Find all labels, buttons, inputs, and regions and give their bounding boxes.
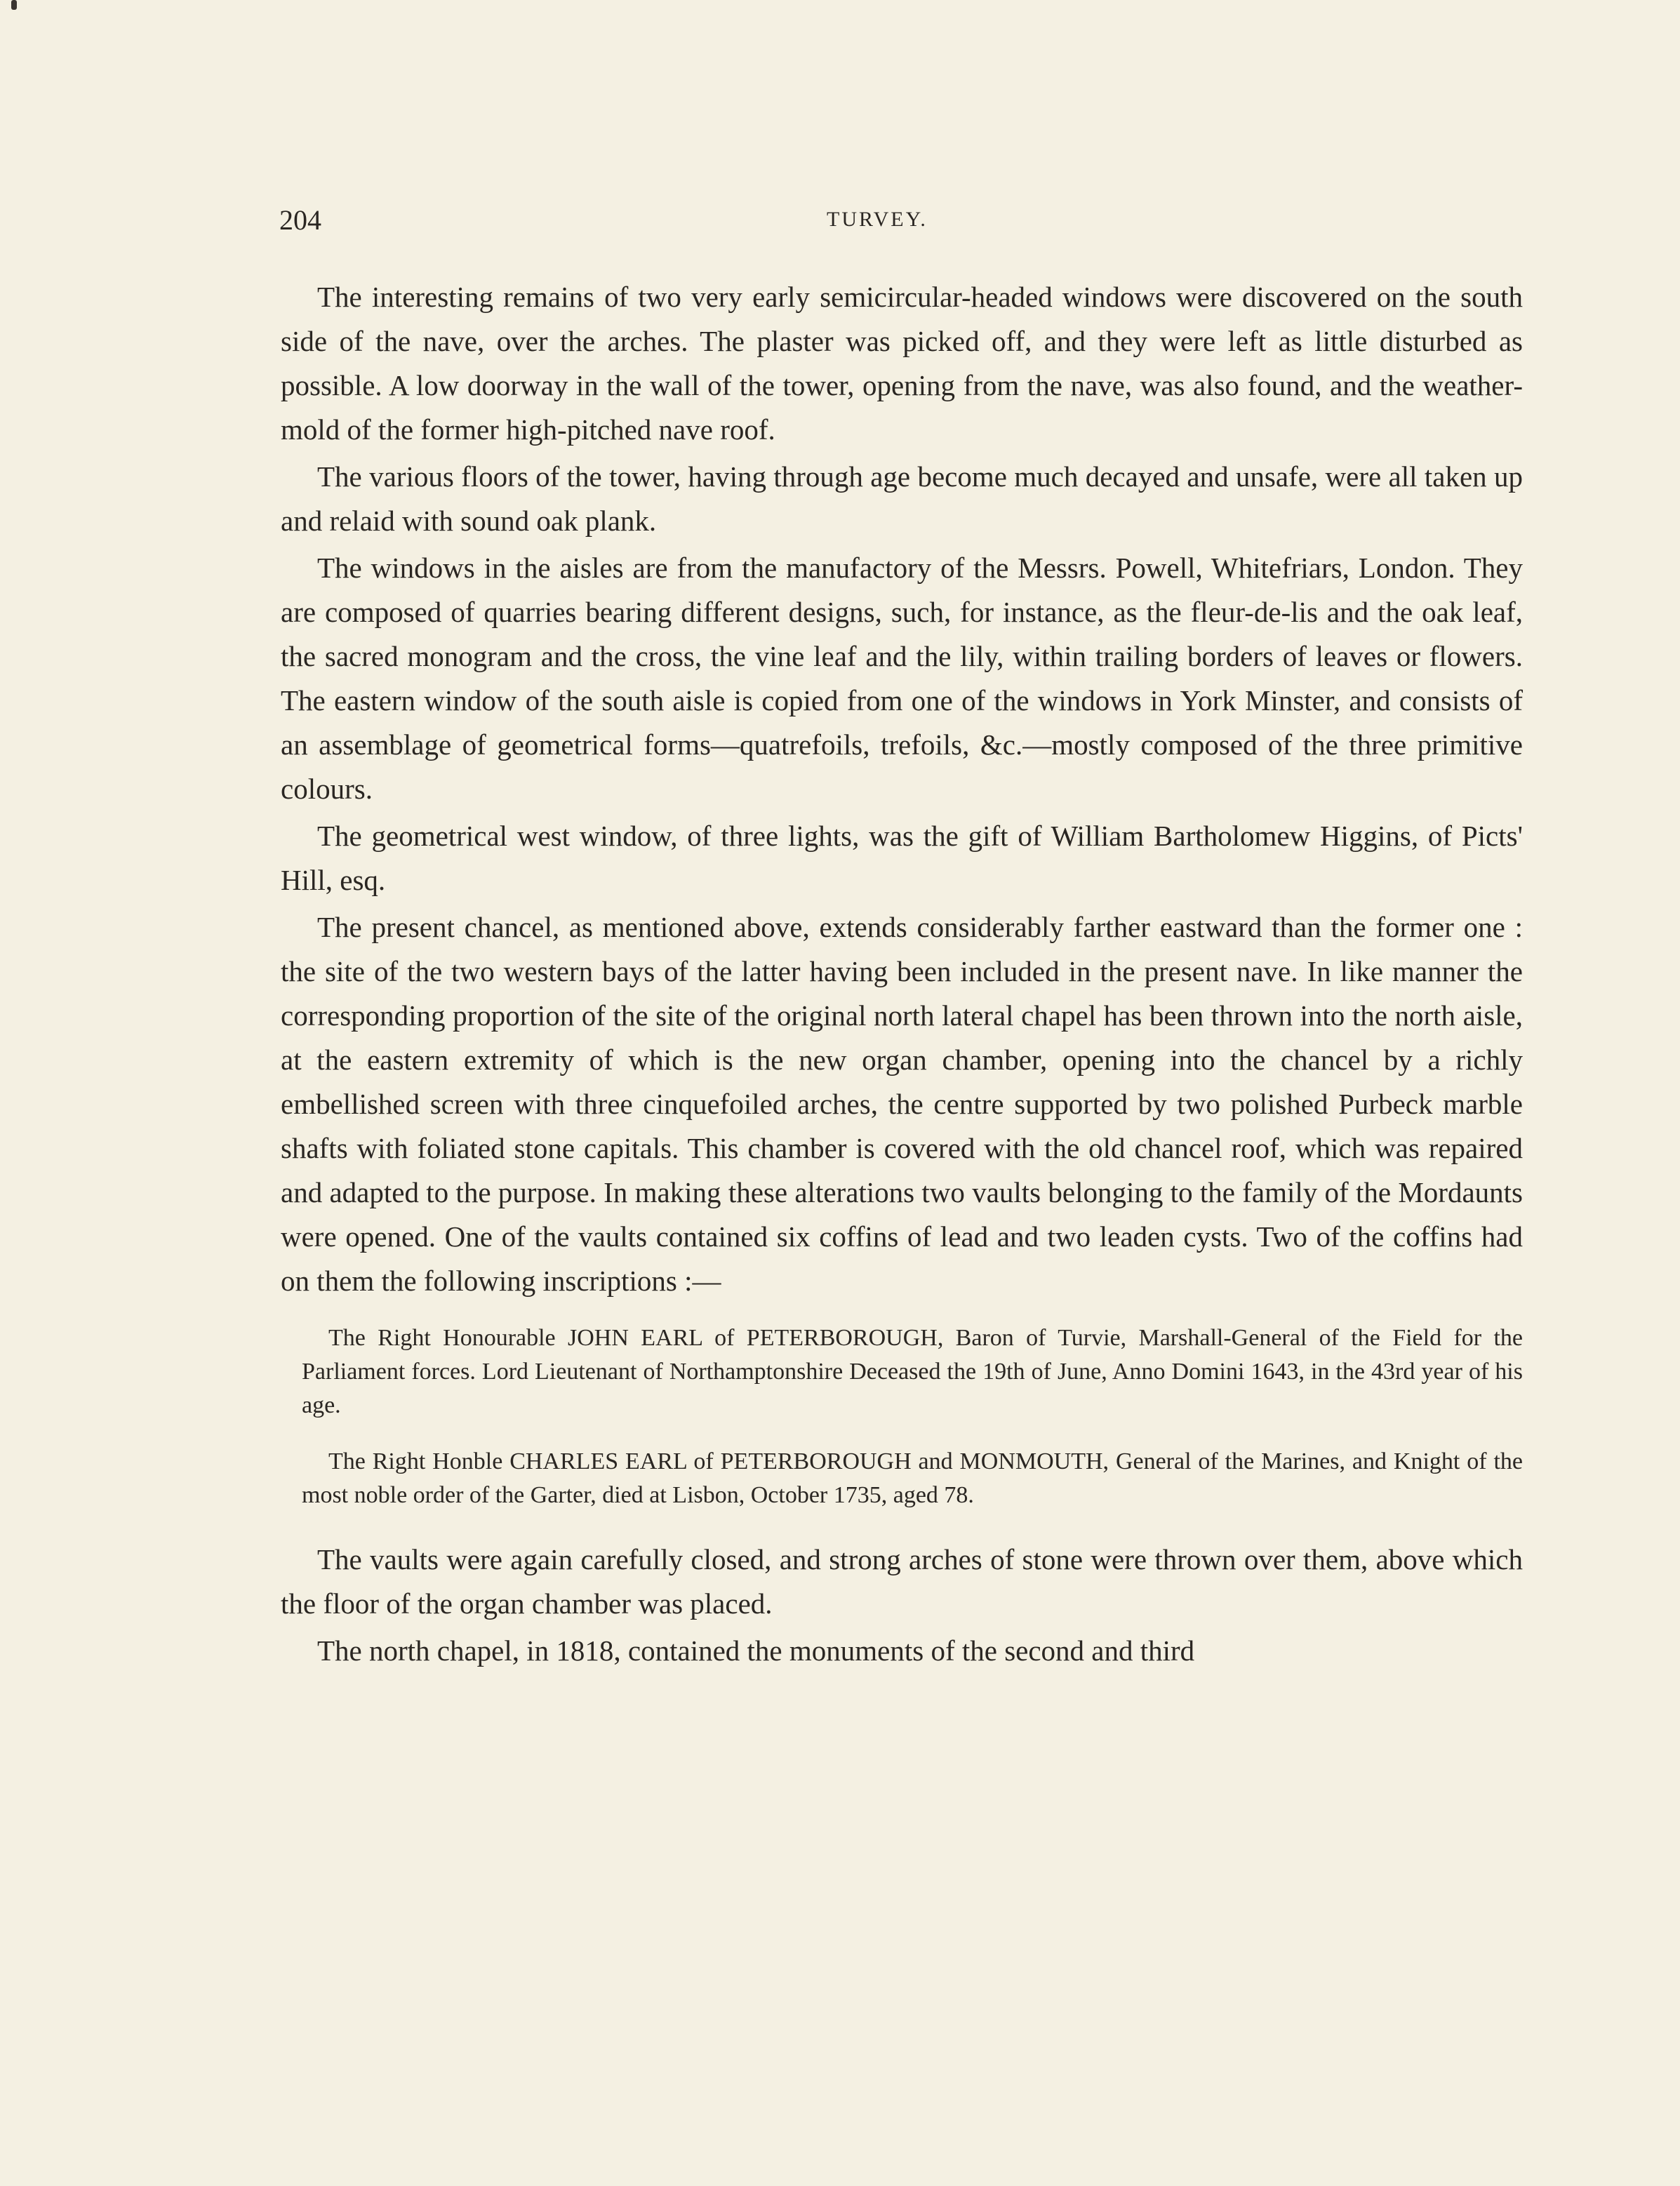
page-speck	[11, 0, 17, 10]
paragraph: The geometrical west window, of three lights, was the gift of William Bartholomew Higgins, of Picts' Hill, esq.	[281, 820, 1523, 896]
paragraph: The interesting remains of two very early semicircular-headed windows were discovered on the south side of the nave, over the arches. The plaster was picked off, and they were left as little disturbed as possible. A low doorway in the wall of the tower, opening from the nave, was also found, and the weather-mold of the former high-pitched nave roof.	[281, 281, 1523, 446]
paragraph: The windows in the aisles are from the manufactory of the Messrs. Powell, Whitefriars, London. They are composed of quarries bearing different designs, such, for instance, as the fleur-de-lis and the oak leaf, the sacred monogram and the cross, the vine leaf and the lily, within trailing borders of leaves or flowers. The eastern window of the south aisle is copied from one of the windows in York Minster, and consists of an assemblage of geometrical forms—quatrefoils, trefoils, &c.—mostly composed of the three primitive colours.	[281, 552, 1523, 805]
inscription: The Right Honble CHARLES EARL of PETERBOROUGH and MONMOUTH, General of the Marines, and Knight of the most noble order of the Garter, died at Lisbon, October 1735, aged 78.	[302, 1448, 1523, 1508]
body-text	[281, 275, 1523, 1676]
running-head	[279, 204, 1542, 239]
paragraph: The various floors of the tower, having through age become much decayed and unsafe, were all taken up and relaid with sound oak plank.	[281, 460, 1523, 537]
page-number: 204	[279, 204, 321, 236]
paragraph: The north chapel, in 1818, contained the monuments of the second and third	[317, 1634, 1195, 1667]
running-title: TURVEY.	[827, 208, 928, 231]
paragraph: The vaults were again carefully closed, and strong arches of stone were thrown over them, above which the floor of the organ chamber was placed.	[281, 1543, 1523, 1620]
coffin-inscriptions	[281, 1321, 1523, 1512]
paragraph: The present chancel, as mentioned above, extends considerably farther eastward than the former one : the site of the two western bays of the latter having been included in the present nave. In like manner the corresponding proportion of the site of the original north lateral chapel has been thrown into the north aisle, at the eastern extremity of which is the new organ chamber, opening into the chancel by a richly embellished screen with three cinquefoiled arches, the centre supported by two polished Purbeck marble shafts with foliated stone capitals. This chamber is covered with the old chancel roof, which was repaired and adapted to the purpose. In making these alterations two vaults belonging to the family of the Mordaunts were opened. One of the vaults contained six coffins of lead and two leaden cysts. Two of the coffins had on them the following inscriptions :—	[281, 911, 1523, 1297]
inscription: The Right Honourable JOHN EARL of PETERBOROUGH, Baron of Turvie, Marshall-General of the Field for the Parliament forces. Lord Lieutenant of Northamptonshire Deceased the 19th of June, Anno Domini 1643, in the 43rd year of his age.	[302, 1325, 1523, 1418]
